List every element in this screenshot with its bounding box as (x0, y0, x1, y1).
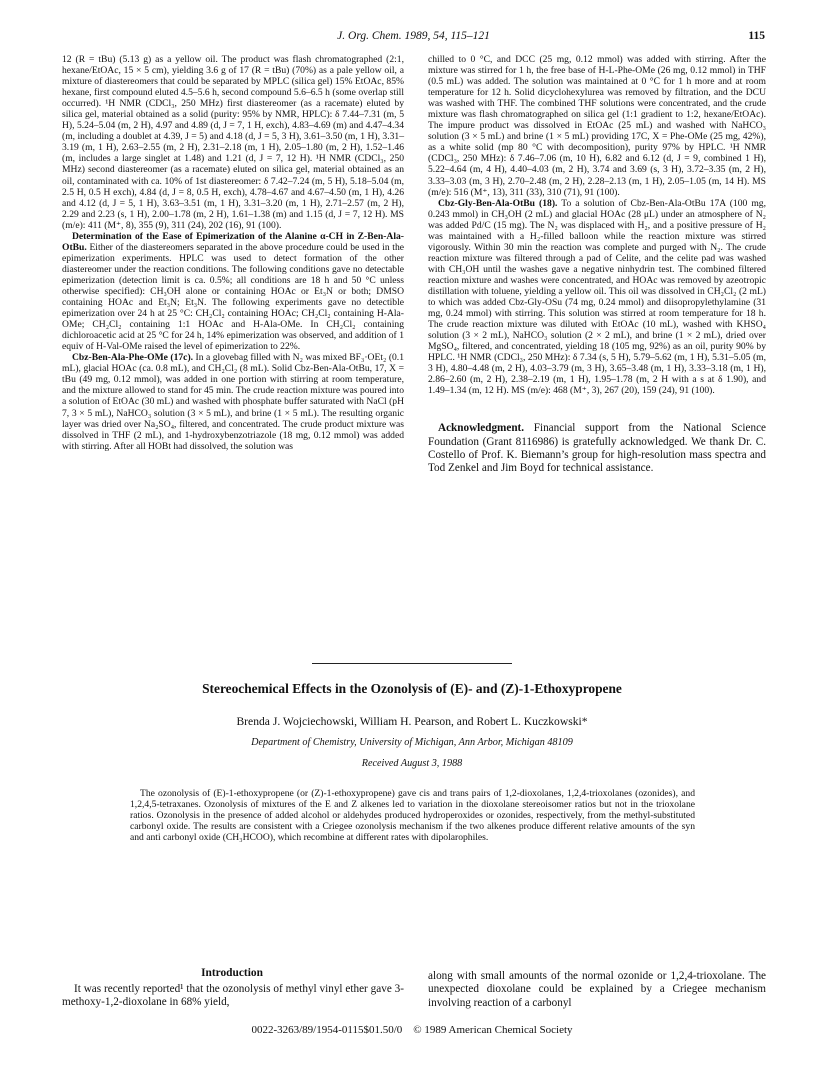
introduction-heading: Introduction (201, 967, 263, 979)
left-paragraph-2 (62, 231, 404, 353)
compound-17c-text: In a glovebag filled with N₂ was mixed BF₃·OEt₂ (0.1 mL), glacial HOAc (ca. 0.8 mL), and CH₂Cl₂ (8 mL). Solid Cbz-Ben-Ala-OtBu, 17, X = tBu (49 mg, 0.12 mmol), was added in one portion with stirring at room temperature, and the mixture allowed to stand for 45 min. The crude reaction mixture was poured into a solution of EtOAc (30 mL) and washed with phosphate buffer saturated with NaCl (pH 7, 3 × 5 mL), NaHCO₃ solution (3 × 5 mL), and brine (1 × 5 mL). The resulting organic layer was dried over Na₂SO₄, filtered, and concentrated. The crude product mixture was dissolved in THF (2 mL), and 1-hydroxybenzotriazole (18 mg, 0.12 mmol) was added with stirring. After all HOBt had dissolved, the solution was (62, 352, 405, 452)
page-footer (62, 1024, 762, 1036)
section-divider (312, 663, 512, 664)
introduction-left (62, 983, 404, 1010)
page-number: 115 (748, 30, 765, 42)
right-paragraph-1: chilled to 0 °C, and DCC (25 mg, 0.12 mmol) was added with stirring. After the mixture was stirred for 1 h, the free base of H-L-Phe-OMe (26 mg, 0.12 mmol) in THF (0.5 mL) was added. The solution was maintained at 0 °C for 1 h more and at room temperature for 12 h. Solid dicyclohexylurea was removed by filtration, and the DCU was washed with THF. The combined THF solutions were concentrated, and the crude mixture was flash chromatographed on silica gel (1:1 gradient to 1:2, hexane/EtOAc). The impure product was dissolved in EtOAc (25 mL) and washed with NaHCO₃ solution (3 × 5 mL) and brine (1 × 5 mL) providing 17C, X = Phe-OMe (25 mg, 42%), as a white solid (mp 80 °C with decomposition), purity 97% by HPLC. ¹H NMR (CDCl₃, 250 MHz): δ 7.46–7.06 (m, 10 H), 6.82 and 6.12 (d, J = 9, combined 1 H), 5.22–4.64 (m, 4 H), 4.40–4.03 (m, 2 H), 3.74 and 3.69 (s, 3 H), 3.72–3.35 (m, 2 H), 3.33–3.03 (m, 3 H), 2.70–2.48 (m, 2 H), 2.28–2.13 (m, 1 H), 2.05–1.05 (m, 14 H). MS (m/e): 516 (M⁺, 13), 311 (33), 310 (71), 91 (100). (428, 54, 766, 198)
introduction-right (428, 970, 766, 1010)
abstract-text: The ozonolysis of (E)-1-ethoxypropene (or (Z)-1-ethoxypropene) gave cis and trans pairs of 1,2-dioxolanes, 1,2,4-trioxolanes (ozonides), and 1,2,4,5-tetraxanes. Ozonolysis of mixtures of the E and Z alkenes led to variation in the dioxolane stereoisomer ratios but not in the trioxolane ratios. Ozonolysis in the presence of added alcohol or aldehydes produced hydroperoxides or ozonides, respectively, from the methyl-substituted carbonyl oxide. The results are consistent with a Criegee ozonolysis mechanism if the two alkenes produce different relative amounts of the syn and anti carbonyl oxide (CH₃HCOO), which recombine at different rates with dipolarophiles. (130, 788, 695, 844)
compound-17c-heading: Cbz-Ben-Ala-Phe-OMe (17c). (72, 352, 194, 364)
introduction-left-text: It was recently reported¹ that the ozonolysis of methyl vinyl ether gave 3-methoxy-1,2-dioxolane in 68% yield, (62, 983, 404, 1009)
acknowledgment-heading: Acknowledgment. (438, 422, 525, 435)
article-title: Stereochemical Effects in the Ozonolysis of (E)- and (Z)-1-Ethoxypropene (202, 681, 622, 696)
compound-18-heading: Cbz-Gly-Ben-Ala-OtBu (18). (438, 197, 558, 209)
article-authors: Brenda J. Wojciechowski, William H. Pearson, and Robert L. Kuczkowski* (236, 715, 588, 728)
introduction-right-text: along with small amounts of the normal ozonide or 1,2,4-trioxolane. The unexpected dioxolane could be explained by a Criegee mechanism involving reaction of a carbonyl (428, 970, 766, 1009)
running-header (62, 30, 765, 46)
right-column (428, 54, 766, 476)
author-affiliation: Department of Chemistry, University of Michigan, Ann Arbor, Michigan 48109 (251, 737, 573, 748)
abstract (130, 788, 695, 843)
left-column (62, 54, 404, 452)
journal-citation: J. Org. Chem. 1989, 54, 115–121 (337, 30, 490, 42)
left-paragraph-3 (62, 352, 404, 451)
right-paragraph-2 (428, 198, 766, 397)
acknowledgment-text: Financial support from the National Science Foundation (Grant 8116986) is gratefully acknowledged. We thank Dr. C. Costello of Prof. K. Biemann’s group for high-resolution mass spectra and Tod Zenkel and Jim Boyd for technical assistance. (428, 422, 766, 475)
epimerization-heading: Determination of the Ease of Epimerization of the Alanine α-CH in Z-Ben-Ala-OtBu. (62, 230, 404, 253)
epimerization-text: Either of the diastereomers separated in the above procedure could be used in the epimerization experiments. HPLC was used to detect formation of the other diastereomer under the reaction conditions. The following conditions gave no detectable epimerization (detection limit is ca. 0.5%; all conditions are 18 h and 50 °C unless otherwise specified): CH₃OH alone or containing HOAc or Et₃N or both; DMSO containing HOAc and Et₃N; Et₃N. The following experiments gave no detectible epimerization over 24 h at 25 °C: CH₂Cl₂ containing HOAc; CH₂Cl₂ containing H-Ala-OMe; CH₂Cl₂ containing 1:1 HOAc and H-Ala-OMe. In CH₂Cl₂ containing dichloroacetic acid at 25 °C for 24 h, 14% epimerization was observed, and addition of 1 equiv of H-Val-OMe raised the level of epimerization to 22%. (62, 241, 404, 353)
article-code: 0022-3263/89/1954-0115$01.50/0 (251, 1024, 403, 1036)
left-paragraph-1: 12 (R = tBu) (5.13 g) as a yellow oil. The product was flash chromatographed (2:1, hexane/EtOAc, 15 × 5 cm), yielding 3.6 g of 17 (R = tBu) (70%) as a pale yellow oil, a mixture of diastereomers that could be separated by MPLC (silica gel) 15% EtOAc, 85% hexane, first compound eluted 4.5–5.6 h, second compound 5.6–6.5 h (some overlap still occurred). ¹H NMR (CDCl₃, 250 MHz) first diastereomer (as a racemate) eluted by silica gel, material obtained as a solid (purity: 95% by NMR, HPLC): δ 7.44–7.31 (m, 5 H), 5.24–5.04 (m, 2 H), 4.97 and 4.89 (d, J = 7, 1 H, exch), 4.83–4.69 (m) and 4.47–4.34 (m, including a doublet at 4.39, J = 5) and 4.18 (d, J = 5, 3 H), 3.61–3.50 (m, 1 H), 3.31–3.19 (m, 1 H), 2.63–2.55 (m, 2 H), 2.31–2.18 (m, 1 H), 2.05–1.80 (m, 2 H), 1.52–1.46 (m, includes a large singlet at 1.48) and 1.21 (d, J = 7, 12 H). ¹H NMR (CDCl₃, 250 MHz) second diastereomer (as a racemate) eluted on silica gel, material obtained as an oil, contaminated with ca. 10% of 1st diastereomer: δ 7.42–7.24 (m, 5 H), 5.18–5.04 (m, 2.5 H, 0.5 H exch), 4.84 (d, J = 8, 0.5 H, exch), 4.78–4.67 and 4.67–4.50 (m, 1 H), 4.26 and 4.12 (d, J = 5, 1 H), 3.63–3.51 (m, 1 H), 3.31–3.20 (m, 1 H), 2.71–2.57 (m, 2 H), 2.29 and 2.23 (s, 1 H), 2.00–1.78 (m, 2 H), 1.61–1.38 (m) and 1.15 (d, J = 7, 12 H). MS (m/e): 411 (M⁺, 8), 355 (9), 311 (24), 202 (16), 91 (100). (62, 54, 404, 231)
copyright: © 1989 American Chemical Society (413, 1024, 573, 1036)
compound-18-text: To a solution of Cbz-Ben-Ala-OtBu 17A (100 mg, 0.243 mmol) in CH₃OH (2 mL) and glacial HOAc (28 μL) under an atmosphere of N₂ was added Pd/C (15 mg). The N₂ was displaced with H₂, and a positive pressure of H₂ was maintained with a H₂-filled balloon while the reaction mixture was stirred vigorously. Within 30 min the reaction was complete and purged with N₂. The crude reaction mixture was filtered through a pad of Celite, and the celite pad was washed with CH₃OH until the washes gave a negative ninhydrin test. The combined filtered reaction mixture and washes were concentrated, and HOAc was removed by azeotropic distillation with toluene, yielding a yellow oil. This oil was dissolved in CH₂Cl₂ (2 mL) to which was added Cbz-Gly-OSu (74 mg, 0.24 mmol) and diisopropylethylamine (31 mg, 0.24 mmol) with stirring. This solution was stirred at room temperature for 18 h. The crude reaction mixture was diluted with EtOAc (10 mL), washed with KHSO₄ solution (3 × 2 mL), NaHCO₃ solution (2 × 2 mL), and brine (1 × 2 mL), dried over MgSO₄, filtered, and concentrated, yielding 18 (105 mg, 92%) as an oil, purity 90% by HPLC. ¹H NMR (CDCl₃, 250 MHz): δ 7.34 (s, 5 H), 5.79–5.62 (m, 1 H), 5.31–5.05 (m, 3 H), 4.80–4.48 (m, 2 H), 4.03–3.79 (m, 3 H), 3.65–3.48 (m, 1 H), 3.33–3.18 (m, 1 H), 2.86–2.60 (m, 2 H), 2.38–2.19 (m, 1 H), 1.95–1.78 (m, 2 H with a s at δ 1.90), and 1.49–1.34 (m, 12 H). MS (m/e): 468 (M⁺, 3), 267 (20), 159 (24), 91 (100). (428, 197, 767, 397)
acknowledgment (428, 422, 766, 475)
received-date: Received August 3, 1988 (361, 758, 463, 769)
